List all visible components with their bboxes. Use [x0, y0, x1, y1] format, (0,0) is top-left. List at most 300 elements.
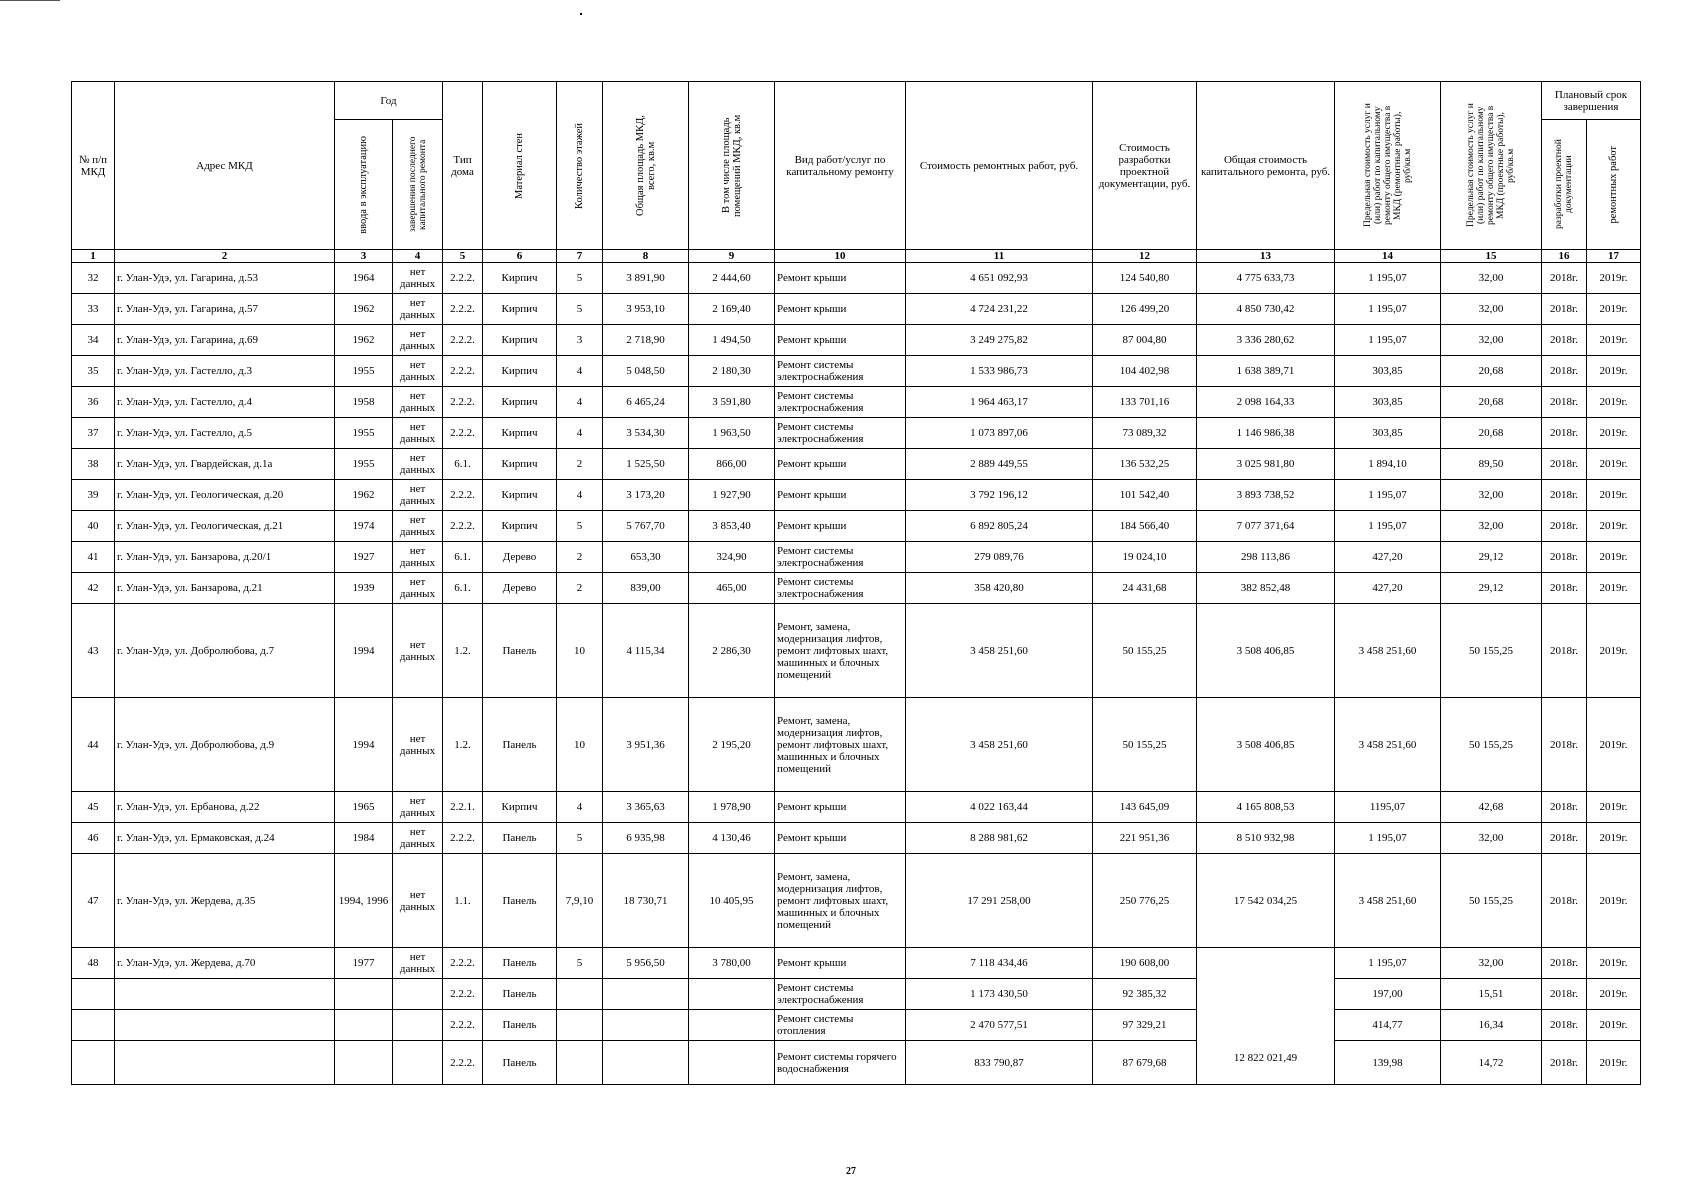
- row-design-cost: 73 089,32: [1093, 418, 1197, 449]
- row-house-type: 2.2.2.: [443, 387, 483, 418]
- table-row: [72, 604, 1641, 698]
- header-num: № п/п МКД: [72, 82, 115, 250]
- row-address: г. Улан-Удэ, ул. Банзарова, д.20/1: [115, 542, 335, 573]
- row-year-last-repair: нет данных: [393, 325, 443, 356]
- row-address: г. Улан-Удэ, ул. Гагарина, д.69: [115, 325, 335, 356]
- row-max-repair-cost: 1 195,07: [1335, 263, 1441, 294]
- row-design-cost: 97 329,21: [1093, 1010, 1197, 1041]
- row-address: г. Улан-Удэ, ул. Гвардейская, д.1а: [115, 449, 335, 480]
- header-max-repair-cost: Предельная стоимость услуг и (или) работ по капитальному ремонту общего имущества в МКД (ремонтные работы), руб/кв.м: [1362, 103, 1413, 228]
- row-max-design-cost: 32,00: [1441, 263, 1542, 294]
- row-number: 33: [72, 294, 115, 325]
- row-repair-cost: 7 118 434,46: [906, 948, 1093, 979]
- row-deadline-design: 2018г.: [1542, 854, 1587, 948]
- row-deadline-repair: 2019г.: [1587, 418, 1641, 449]
- row-repair-cost: 1 173 430,50: [906, 979, 1093, 1010]
- row-work-type: Ремонт системы электроснабжения: [775, 418, 906, 449]
- row-house-type: 1.2.: [443, 604, 483, 698]
- row-max-design-cost: 50 155,25: [1441, 604, 1542, 698]
- row-year-last-repair: нет данных: [393, 263, 443, 294]
- row-wall-material: Панель: [483, 979, 557, 1010]
- row-work-type: Ремонт крыши: [775, 480, 906, 511]
- row-total-area: 3 951,36: [603, 698, 689, 792]
- row-max-repair-cost: 3 458 251,60: [1335, 698, 1441, 792]
- row-deadline-design: 2018г.: [1542, 1041, 1587, 1085]
- row-premises-area: [689, 1041, 775, 1085]
- row-max-repair-cost: 303,85: [1335, 356, 1441, 387]
- row-address: г. Улан-Удэ, ул. Добролюбова, д.9: [115, 698, 335, 792]
- row-deadline-design: 2018г.: [1542, 948, 1587, 979]
- row-wall-material: Кирпич: [483, 356, 557, 387]
- row-work-type: Ремонт системы электроснабжения: [775, 356, 906, 387]
- row-year-commission: [335, 1041, 393, 1085]
- page-number: 27: [846, 1166, 856, 1177]
- row-total-area: [603, 979, 689, 1010]
- row-total-area: 6 935,98: [603, 823, 689, 854]
- row-repair-cost: 8 288 981,62: [906, 823, 1093, 854]
- row-design-cost: 50 155,25: [1093, 604, 1197, 698]
- row-floors: 2: [557, 542, 603, 573]
- row-repair-cost: 3 792 196,12: [906, 480, 1093, 511]
- row-max-repair-cost: 414,77: [1335, 1010, 1441, 1041]
- row-work-type: Ремонт, замена, модернизация лифтов, ремонт лифтовых шахт, машинных и блочных помещений: [775, 698, 906, 792]
- row-year-commission: 1964: [335, 263, 393, 294]
- row-number: [72, 1041, 115, 1085]
- row-year-commission: 1984: [335, 823, 393, 854]
- row-house-type: 2.2.2.: [443, 979, 483, 1010]
- row-work-type: Ремонт системы отопления: [775, 1010, 906, 1041]
- row-deadline-repair: 2019г.: [1587, 792, 1641, 823]
- row-year-last-repair: нет данных: [393, 792, 443, 823]
- row-design-cost: 124 540,80: [1093, 263, 1197, 294]
- row-year-last-repair: нет данных: [393, 480, 443, 511]
- row-design-cost: 190 608,00: [1093, 948, 1197, 979]
- row-number: 42: [72, 573, 115, 604]
- row-deadline-repair: 2019г.: [1587, 1010, 1641, 1041]
- row-total-cost: 298 113,86: [1197, 542, 1335, 573]
- table-row: [72, 854, 1641, 948]
- row-number: [72, 1010, 115, 1041]
- row-design-cost: 250 776,25: [1093, 854, 1197, 948]
- row-repair-cost: 17 291 258,00: [906, 854, 1093, 948]
- row-premises-area: 4 130,46: [689, 823, 775, 854]
- row-max-design-cost: 32,00: [1441, 511, 1542, 542]
- row-address: г. Улан-Удэ, ул. Жердева, д.70: [115, 948, 335, 979]
- row-address: г. Улан-Удэ, ул. Геологическая, д.21: [115, 511, 335, 542]
- column-number: 16: [1542, 250, 1587, 263]
- row-max-design-cost: 32,00: [1441, 325, 1542, 356]
- row-floors: [557, 1041, 603, 1085]
- row-design-cost: 126 499,20: [1093, 294, 1197, 325]
- row-work-type: Ремонт крыши: [775, 294, 906, 325]
- row-wall-material: Кирпич: [483, 263, 557, 294]
- row-year-commission: 1962: [335, 480, 393, 511]
- row-deadline-repair: 2019г.: [1587, 948, 1641, 979]
- header-deadline: Плановый срок завершения: [1542, 82, 1641, 120]
- table-body: [72, 263, 1641, 1085]
- table-row: [72, 511, 1641, 542]
- row-max-design-cost: 15,51: [1441, 979, 1542, 1010]
- row-floors: 5: [557, 294, 603, 325]
- row-total-area: 3 173,20: [603, 480, 689, 511]
- row-total-cost: 3 336 280,62: [1197, 325, 1335, 356]
- row-address: г. Улан-Удэ, ул. Гагарина, д.53: [115, 263, 335, 294]
- row-premises-area: 3 853,40: [689, 511, 775, 542]
- column-number: 17: [1587, 250, 1641, 263]
- row-total-area: 6 465,24: [603, 387, 689, 418]
- row-house-type: 2.2.2.: [443, 1041, 483, 1085]
- header-wall-material: Материал стен: [514, 132, 525, 199]
- row-repair-cost: 3 458 251,60: [906, 604, 1093, 698]
- row-max-repair-cost: 1 195,07: [1335, 480, 1441, 511]
- row-house-type: 2.2.2.: [443, 511, 483, 542]
- row-max-repair-cost: 1 195,07: [1335, 294, 1441, 325]
- row-address: [115, 1041, 335, 1085]
- column-number: 3: [335, 250, 393, 263]
- row-max-repair-cost: 197,00: [1335, 979, 1441, 1010]
- row-work-type: Ремонт системы электроснабжения: [775, 979, 906, 1010]
- column-number: 12: [1093, 250, 1197, 263]
- row-house-type: 2.2.2.: [443, 823, 483, 854]
- row-house-type: 6.1.: [443, 449, 483, 480]
- row-wall-material: Кирпич: [483, 294, 557, 325]
- row-wall-material: Панель: [483, 698, 557, 792]
- row-repair-cost: 3 249 275,82: [906, 325, 1093, 356]
- row-deadline-design: 2018г.: [1542, 573, 1587, 604]
- row-floors: 5: [557, 948, 603, 979]
- row-house-type: 6.1.: [443, 573, 483, 604]
- row-max-design-cost: 14,72: [1441, 1041, 1542, 1085]
- row-total-area: 2 718,90: [603, 325, 689, 356]
- row-wall-material: Кирпич: [483, 511, 557, 542]
- row-premises-area: 1 494,50: [689, 325, 775, 356]
- row-number: 38: [72, 449, 115, 480]
- header-work-type: Вид работ/услуг по капитальному ремонту: [775, 82, 906, 250]
- column-number: 15: [1441, 250, 1542, 263]
- header-year: Год: [335, 82, 443, 120]
- row-max-repair-cost: 1 195,07: [1335, 948, 1441, 979]
- row-house-type: 2.2.1.: [443, 792, 483, 823]
- table-row: [72, 356, 1641, 387]
- row-floors: 4: [557, 387, 603, 418]
- row-total-cost: 17 542 034,25: [1197, 854, 1335, 948]
- row-year-commission: 1977: [335, 948, 393, 979]
- column-number: 1: [72, 250, 115, 263]
- row-wall-material: Панель: [483, 823, 557, 854]
- row-year-last-repair: нет данных: [393, 387, 443, 418]
- row-repair-cost: 4 651 092,93: [906, 263, 1093, 294]
- row-max-repair-cost: 427,20: [1335, 573, 1441, 604]
- row-year-last-repair: нет данных: [393, 542, 443, 573]
- table-row: [72, 1041, 1641, 1085]
- row-year-last-repair: нет данных: [393, 449, 443, 480]
- table-row: [72, 979, 1641, 1010]
- row-deadline-repair: 2019г.: [1587, 542, 1641, 573]
- row-premises-area: 3 780,00: [689, 948, 775, 979]
- row-deadline-repair: 2019г.: [1587, 698, 1641, 792]
- column-number: 6: [483, 250, 557, 263]
- header-premises-area: В том числе площадь помещений МКД, кв.м: [720, 114, 743, 217]
- header-year-commission: ввода в эксплуатацию: [358, 135, 369, 234]
- row-house-type: 2.2.2.: [443, 1010, 483, 1041]
- row-max-design-cost: 32,00: [1441, 948, 1542, 979]
- row-year-last-repair: нет данных: [393, 294, 443, 325]
- row-max-design-cost: 32,00: [1441, 294, 1542, 325]
- column-number: 13: [1197, 250, 1335, 263]
- column-number: 8: [603, 250, 689, 263]
- row-total-area: 1 525,50: [603, 449, 689, 480]
- row-wall-material: Панель: [483, 604, 557, 698]
- row-deadline-design: 2018г.: [1542, 511, 1587, 542]
- row-repair-cost: 6 892 805,24: [906, 511, 1093, 542]
- row-work-type: Ремонт, замена, модернизация лифтов, ремонт лифтовых шахт, машинных и блочных помещений: [775, 854, 906, 948]
- row-address: г. Улан-Удэ, ул. Гастелло, д.5: [115, 418, 335, 449]
- row-design-cost: 92 385,32: [1093, 979, 1197, 1010]
- row-work-type: Ремонт системы горячего водоснабжения: [775, 1041, 906, 1085]
- row-deadline-design: 2018г.: [1542, 823, 1587, 854]
- row-design-cost: 50 155,25: [1093, 698, 1197, 792]
- row-house-type: 2.2.2.: [443, 418, 483, 449]
- row-house-type: 2.2.2.: [443, 294, 483, 325]
- table-row: [72, 698, 1641, 792]
- row-max-repair-cost: 3 458 251,60: [1335, 604, 1441, 698]
- row-number: 37: [72, 418, 115, 449]
- row-premises-area: 2 180,30: [689, 356, 775, 387]
- row-year-commission: 1955: [335, 418, 393, 449]
- row-max-repair-cost: 1 195,07: [1335, 325, 1441, 356]
- row-repair-cost: 4 022 163,44: [906, 792, 1093, 823]
- row-year-commission: 1962: [335, 325, 393, 356]
- row-floors: 7,9,10: [557, 854, 603, 948]
- table-row: [72, 263, 1641, 294]
- table-row: [72, 1010, 1641, 1041]
- row-deadline-design: 2018г.: [1542, 979, 1587, 1010]
- row-work-type: Ремонт крыши: [775, 948, 906, 979]
- row-year-last-repair: [393, 1041, 443, 1085]
- row-repair-cost: 279 089,76: [906, 542, 1093, 573]
- row-address: [115, 1010, 335, 1041]
- row-max-repair-cost: 139,98: [1335, 1041, 1441, 1085]
- row-total-area: 5 048,50: [603, 356, 689, 387]
- row-wall-material: Дерево: [483, 573, 557, 604]
- header-deadline-repair: ремонтных работ: [1608, 145, 1619, 224]
- row-total-area: 3 953,10: [603, 294, 689, 325]
- row-premises-area: 1 963,50: [689, 418, 775, 449]
- row-deadline-repair: 2019г.: [1587, 823, 1641, 854]
- row-max-design-cost: 20,68: [1441, 356, 1542, 387]
- row-year-commission: 1939: [335, 573, 393, 604]
- row-year-last-repair: нет данных: [393, 698, 443, 792]
- row-wall-material: Кирпич: [483, 418, 557, 449]
- row-premises-area: 465,00: [689, 573, 775, 604]
- row-total-cost: 382 852,48: [1197, 573, 1335, 604]
- row-premises-area: [689, 979, 775, 1010]
- row-wall-material: Панель: [483, 854, 557, 948]
- row-work-type: Ремонт крыши: [775, 511, 906, 542]
- row-total-area: 839,00: [603, 573, 689, 604]
- row-max-repair-cost: 1 894,10: [1335, 449, 1441, 480]
- row-wall-material: Панель: [483, 1041, 557, 1085]
- row-total-cost: 4 775 633,73: [1197, 263, 1335, 294]
- column-numbers-row: [72, 250, 1641, 263]
- row-total-area: 3 891,90: [603, 263, 689, 294]
- table-row: [72, 542, 1641, 573]
- row-deadline-repair: 2019г.: [1587, 294, 1641, 325]
- row-address: г. Улан-Удэ, ул. Гагарина, д.57: [115, 294, 335, 325]
- row-total-cost: 3 893 738,52: [1197, 480, 1335, 511]
- row-max-repair-cost: 1 195,07: [1335, 823, 1441, 854]
- row-total-cost: 8 510 932,98: [1197, 823, 1335, 854]
- row-number: 45: [72, 792, 115, 823]
- row-deadline-design: 2018г.: [1542, 387, 1587, 418]
- row-max-repair-cost: 303,85: [1335, 387, 1441, 418]
- row-house-type: 6.1.: [443, 542, 483, 573]
- row-design-cost: 184 566,40: [1093, 511, 1197, 542]
- row-floors: 2: [557, 573, 603, 604]
- row-deadline-repair: 2019г.: [1587, 979, 1641, 1010]
- row-total-area: 5 956,50: [603, 948, 689, 979]
- row-premises-area: 324,90: [689, 542, 775, 573]
- row-year-commission: 1974: [335, 511, 393, 542]
- header-total-cost: Общая стоимость капитального ремонта, руб.: [1197, 82, 1335, 250]
- row-total-area: 3 534,30: [603, 418, 689, 449]
- row-wall-material: Панель: [483, 948, 557, 979]
- row-deadline-design: 2018г.: [1542, 542, 1587, 573]
- row-total-cost: 2 098 164,33: [1197, 387, 1335, 418]
- row-deadline-repair: 2019г.: [1587, 1041, 1641, 1085]
- row-deadline-repair: 2019г.: [1587, 356, 1641, 387]
- table-row: [72, 294, 1641, 325]
- row-number: 47: [72, 854, 115, 948]
- row-premises-area: 2 195,20: [689, 698, 775, 792]
- row-design-cost: 136 532,25: [1093, 449, 1197, 480]
- row-wall-material: Кирпич: [483, 480, 557, 511]
- row-number: 41: [72, 542, 115, 573]
- row-repair-cost: 1 533 986,73: [906, 356, 1093, 387]
- row-floors: 4: [557, 356, 603, 387]
- table-header: [72, 82, 1641, 263]
- table-row: [72, 823, 1641, 854]
- row-number: 46: [72, 823, 115, 854]
- row-floors: 2: [557, 449, 603, 480]
- row-house-type: 2.2.2.: [443, 325, 483, 356]
- row-wall-material: Панель: [483, 1010, 557, 1041]
- row-total-area: 5 767,70: [603, 511, 689, 542]
- header-max-design-cost: Предельная стоимость услуг и (или) работ по капитальному ремонту общего имущества в МКД (проектные работы), руб/кв.м: [1466, 103, 1516, 228]
- row-year-commission: 1994, 1996: [335, 854, 393, 948]
- row-deadline-repair: 2019г.: [1587, 573, 1641, 604]
- row-number: 36: [72, 387, 115, 418]
- row-year-last-repair: нет данных: [393, 854, 443, 948]
- row-floors: 5: [557, 511, 603, 542]
- row-max-design-cost: 89,50: [1441, 449, 1542, 480]
- row-deadline-design: 2018г.: [1542, 418, 1587, 449]
- row-deadline-design: 2018г.: [1542, 449, 1587, 480]
- row-total-area: 653,30: [603, 542, 689, 573]
- row-number: [72, 979, 115, 1010]
- row-design-cost: 221 951,36: [1093, 823, 1197, 854]
- row-deadline-repair: 2019г.: [1587, 325, 1641, 356]
- row-number: 44: [72, 698, 115, 792]
- row-house-type: 2.2.2.: [443, 356, 483, 387]
- header-design-cost: Стоимость разработки проектной документации, руб.: [1093, 82, 1197, 250]
- row-deadline-repair: 2019г.: [1587, 387, 1641, 418]
- row-floors: 10: [557, 604, 603, 698]
- row-max-design-cost: 29,12: [1441, 573, 1542, 604]
- row-repair-cost: 1 073 897,06: [906, 418, 1093, 449]
- row-house-type: 1.1.: [443, 854, 483, 948]
- row-deadline-repair: 2019г.: [1587, 263, 1641, 294]
- row-year-last-repair: [393, 1010, 443, 1041]
- row-premises-area: 2 286,30: [689, 604, 775, 698]
- row-wall-material: Кирпич: [483, 449, 557, 480]
- row-max-design-cost: 29,12: [1441, 542, 1542, 573]
- row-work-type: Ремонт крыши: [775, 823, 906, 854]
- row-work-type: Ремонт системы электроснабжения: [775, 542, 906, 573]
- row-wall-material: Кирпич: [483, 325, 557, 356]
- row-number: 39: [72, 480, 115, 511]
- row-year-last-repair: [393, 979, 443, 1010]
- row-year-commission: 1955: [335, 356, 393, 387]
- row-deadline-design: 2018г.: [1542, 604, 1587, 698]
- row-max-repair-cost: 1 195,07: [1335, 511, 1441, 542]
- row-work-type: Ремонт крыши: [775, 449, 906, 480]
- header-house-type: Тип дома: [443, 82, 483, 250]
- header-repair-cost: Стоимость ремонтных работ, руб.: [906, 82, 1093, 250]
- row-max-design-cost: 20,68: [1441, 387, 1542, 418]
- row-work-type: Ремонт системы электроснабжения: [775, 387, 906, 418]
- row-number: 48: [72, 948, 115, 979]
- row-year-commission: 1994: [335, 698, 393, 792]
- scan-speck: [580, 13, 582, 15]
- row-design-cost: 87 679,68: [1093, 1041, 1197, 1085]
- row-house-type: 2.2.2.: [443, 948, 483, 979]
- column-number: 10: [775, 250, 906, 263]
- row-premises-area: 2 444,60: [689, 263, 775, 294]
- row-total-cost: 4 165 808,53: [1197, 792, 1335, 823]
- row-year-commission: 1965: [335, 792, 393, 823]
- row-premises-area: 1 978,90: [689, 792, 775, 823]
- row-number: 40: [72, 511, 115, 542]
- row-repair-cost: 4 724 231,22: [906, 294, 1093, 325]
- row-address: г. Улан-Удэ, ул. Добролюбова, д.7: [115, 604, 335, 698]
- row-design-cost: 101 542,40: [1093, 480, 1197, 511]
- row-premises-area: 2 169,40: [689, 294, 775, 325]
- column-number: 2: [115, 250, 335, 263]
- row-wall-material: Кирпич: [483, 792, 557, 823]
- table-row: [72, 948, 1641, 979]
- row-deadline-design: 2018г.: [1542, 325, 1587, 356]
- row-deadline-design: 2018г.: [1542, 698, 1587, 792]
- table-row: [72, 418, 1641, 449]
- column-number: 7: [557, 250, 603, 263]
- row-repair-cost: 1 964 463,17: [906, 387, 1093, 418]
- header-floors: Количество этажей: [574, 122, 585, 209]
- row-deadline-repair: 2019г.: [1587, 511, 1641, 542]
- row-max-design-cost: 20,68: [1441, 418, 1542, 449]
- row-deadline-design: 2018г.: [1542, 1010, 1587, 1041]
- column-number: 9: [689, 250, 775, 263]
- row-address: [115, 979, 335, 1010]
- row-premises-area: 866,00: [689, 449, 775, 480]
- row-design-cost: 24 431,68: [1093, 573, 1197, 604]
- header-year-last-repair: завершения последнего капитального ремонта: [407, 136, 428, 233]
- row-max-design-cost: 16,34: [1441, 1010, 1542, 1041]
- table-row: [72, 449, 1641, 480]
- table-row: [72, 387, 1641, 418]
- row-total-cost: 1 146 986,38: [1197, 418, 1335, 449]
- row-repair-cost: 358 420,80: [906, 573, 1093, 604]
